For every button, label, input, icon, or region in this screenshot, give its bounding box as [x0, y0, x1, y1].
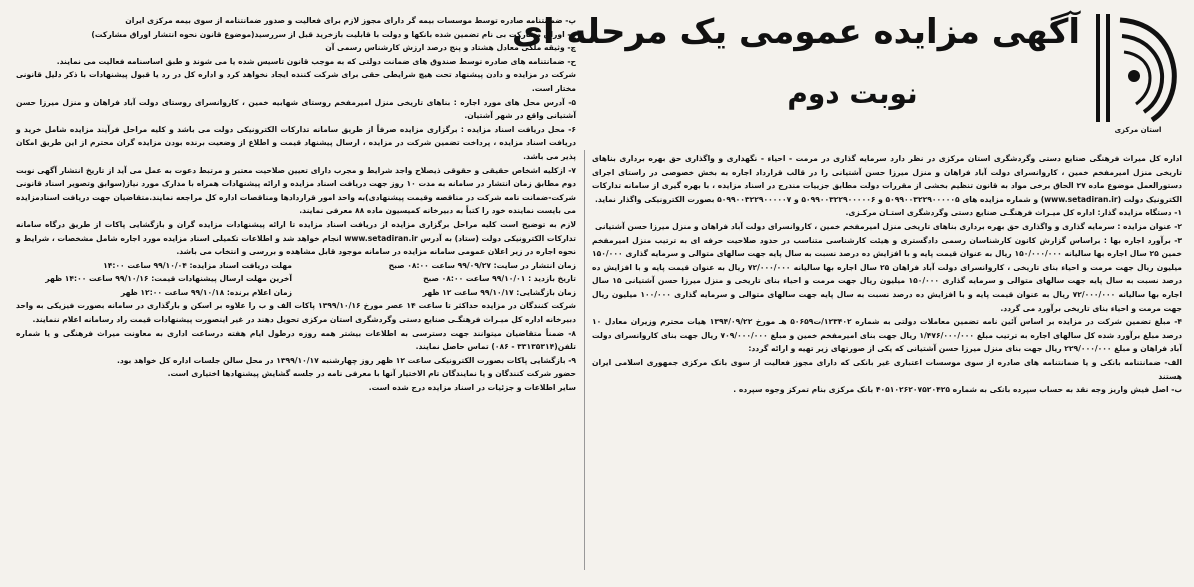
- paragraph: اداره کل میراث فرهنگی صنایع دستی وگردشگری استان مرکزی در نظر دارد سرمایه گذاری در مرمت - احیاء - نگهداری و واگذاری حق بهره برداری بناهای تاریخی منزل امیرمفخم خمین ، کاروانسرای دولت آباد فراهان و منزل میرزا حسن آشتیانی را در قالب قرارداد اجاره به بخش خصوصی در راستای اجرای دستورالعمل موضوع ماده ۲۷ الحاق برخی مواد به قانون تنظیم بخشی از مقررات دولت مطابق جزییات مندرج در اسناد مزایده ، با بهره گیری از سامانه تدارکات الکترونیک دولت (www.setadiran.ir) و شماره مزایده های ۵۰۹۹۰۰۳۲۲۹۰۰۰۰۰۵ و ۵۰۹۹۰۰۳۲۲۹۰۰۰۰۰۶ و ۵۰۹۹۰۰۳۲۲۹۰۰۰۰۰۷ بصورت الکترونیکی واگذار نماید.: [592, 154, 1182, 204]
- paragraph: ۵- آدرس محل های مورد اجاره : بناهای تاریخی منزل امیرمفخم روستای شهابیه خمین ، کاروانسرای روستای دولت آباد فراهان و منزل میرزا حسن آشتیانی واقع در شهر آشتیان.: [16, 97, 576, 121]
- schedule-item: زمان بازگشایی: ۹۹/۱۰/۱۷ ساعت ۱۲ ظهر: [422, 287, 576, 297]
- schedule-item: زمان انتشار در سایت: ۹۹/۰۹/۲۷ ساعت ۰۸:۰۰ صبح: [388, 260, 576, 270]
- page-subtitle: نوبت دوم: [787, 77, 918, 110]
- paragraph: پ- ضمانتنامه صادره توسط موسسات بیمه گر دارای مجوز لازم برای فعالیت و صدور ضمانتنامه از سوی بیمه مرکزی ایران: [125, 16, 576, 25]
- paragraph: ب- اصل فیش واریز وجه نقد به حساب سپرده بانکی به شماره ۴۰۵۱۰۲۶۲۰۷۵۲۰۴۲۵ بانک مرکزی بنام تمرکز وجوه سپرده .: [733, 385, 1182, 395]
- schedule-item: آخرین مهلت ارسال پیشنهادات قیمت: ۹۹/۱۰/۱۶ ساعت ۱۴:۰۰ ظهر: [45, 274, 292, 284]
- paragraph: ۸- ضمناً متقاضیان میتوانند جهت دسترسی به اطلاعات بیشتر همه روزه درطول ایام هفته درساعت اداری به معاونت میراث فرهنگی و یا شماره تلفن(۳۳۱۳۵۳۱۴ - ۰۸۶) تماس حاصل نمایند.: [16, 328, 576, 352]
- paragraph: چ- وثیقه ملکی معادل هشتاد و پنج درصد ارزش کارشناس رسمی آن: [325, 43, 576, 53]
- paragraph: ح- ضمانتنامه های صادره توسط صندوق های ضمانت دولتی که به موجب قانون تاسیس شده یا می شوند و طبق اساسنامه فعالیت می نمایند.: [56, 56, 576, 66]
- paragraph: حضور شرکت کنندگان و یا نمایندگان تام الاختیار آنها با معرفی نامه در جلسه گشایش پیشنهادها اختیاری است.: [167, 369, 576, 379]
- left-column: [16, 14, 576, 579]
- paragraph: لازم به توضیح است کلیه مراحل برگزاری مزایده از دریافت اسناد مزایده تا ارائه پیشنهادات مزایده گران و بازگشایی پاکات از طریق درگاه سامانه تدارکات الکترونیکی دولت (ستاد) به آدرس www.setadiran.ir انجام خواهد شد و اطلاعات تکمیلی اسناد مزایده مورد اجاره شامل مشخصات ، شرایط و نحوه اجاره در زیر اعلان عمومی سامانه مزایده در سامانه موجود قابل مشاهده و بررسی و انتخاب می باشد.: [16, 219, 576, 257]
- paragraph: شرکت کنندگان در مزایده حداکثر تا ساعت ۱۴ عصر مورخ ۱۳۹۹/۱۰/۱۶ پاکات الف و ب را علاوه بر اسکن و بارگذاری در سامانه بصورت فیزیکی به واحد دبیرخانه اداره کل میـراث فرهنگـی صنایع دستی وگردشگری استان مرکزی تحویل دهند در غیر اینصورت پیشنهادات قیمت راد رسامانه اعلام ننمایند.: [16, 301, 576, 325]
- paragraph: ۶- محل دریافت اسناد مزایده : برگزاری مزایده صرفاً از طریق سامانه تدارکات الکترونیکی دولت می باشد و کلیه مراحل فرآیند مزایده شامل خرید و دریافت اسناد مزایده ، پرداخت تضمین شرکت در مزایده ، ارسال پیشنهاد قیمت و اطلاع از وضعیت برنده بودن مزایده گران محترم از این طریق امکان پذیر می باشد.: [16, 124, 576, 161]
- organization-logo-icon: [1090, 10, 1186, 140]
- right-column: [592, 152, 1182, 572]
- paragraph: ۷- ازکلیه اشخاص حقیقی و حقوقی ذیصلاح واجد شرایط و مجرب دارای تعیین صلاحیت معتبر و مرتبط دعوت به عمل می آید از تاریخ انتشار آگهی نوبت دوم مطابق زمان انتشار در سامانه به مدت ۱۰ روز جهت دریافت اسناد مزایده و ارائه پیشنهادات همراه با مدارک مورد نیاز(سوابق وتصویر اسناد قانونی شرکت-ضمانت نامه شرکت در مناقصه وقیمت پیشنهادی)به واحد امور قراردادها ومناقصات اداره کل مراجعه نمایند.متقاضیان جهت دریافت اسنادمزایده می بایست نماینده خود را کتباً به دبیرخانه کمیسیون ماده ۸۸ معرفی نمایند.: [16, 165, 576, 216]
- paragraph: ۲- عنوان مزایده : سرمایه گذاری و واگذاری حق بهره برداری بناهای تاریخی منزل امیرمفخم خمین ، کاروانسرای دولت آباد فراهان و منزل میرزا حسن آشتیانی: [595, 221, 1182, 231]
- schedule-item: تاریخ بازدید : ۹۹/۱۰/۰۱ ساعت ۰۸:۰۰ صبح: [423, 274, 576, 284]
- column-divider: [584, 150, 585, 570]
- schedule-table: [16, 259, 576, 300]
- paragraph: الف- ضمانتنامه بانکی و یا ضمانتنامه های صادره از سوی موسسات اعتباری غیر بانکی که دارای مجوز فعالیت از سوی بانک مرکزی جمهوری اسلامی ایران هستند: [592, 357, 1182, 381]
- paragraph: ج- اوراق مشارکت بی نام تضمین شده بانکها و دولت با قابلیت بازخرید قبل از سررسید(موضوع قانون نحوه انتشار اوراق مشارکت): [91, 29, 576, 39]
- paragraph: ۳- برآورد اجاره بها : براساس گزارش کانون کارشناسان رسمی دادگستری و هیئت کارشناسی متناسب در حدود صلاحیت حرفه ای به ترتیب منزل امیرمفخم خمین ۲۵ سال اجاره بها سالیانه ۱۵۰/۰۰۰/۰۰۰ ریال به عنوان قیمت پایه و با افزایش ده درصد نسبت به سال پایه جهت سالهای متوالی و سرمایه گذاری ۱۵۰/۰۰۰ میلیون ریال جهت مرمت و احیاء بنای تاریخی ، کاروانسرای دولت آباد فراهان ۲۵ سال اجاره بها سالیانه ۷۲/۰۰۰/۰۰۰ ریال به عنوان قیمت پایه و با افزایش ده درصد نسبت به سال پایه جهت سالهای متوالی و سرمایه گذاری ۱۵۰/۰۰۰ میلیون ریال جهت مرمت و احیاء بنای تاریخی و منزل میرزا حسن آشتیانی ۱۵ سال اجاره بها سالیانه ۷۲/۰۰۰/۰۰۰ ریال به عنوان قیمت پایه و با افزایش ده درصد نسبت به سال پایه جهت سالهای متوالی و سرمایه گذاری ۱۰۰/۰۰۰ میلیون ریال جهت مرمت و احیاء بنای تاریخی برآورد می گردد.: [592, 235, 1182, 313]
- page-title: آگهی مزایده عمومی یک مرحله ای: [511, 12, 1080, 52]
- paragraph: ۱- دستگاه مزایده گذار: اداره کل میـراث فرهنگـی صنایع دستی وگردشگری استـان مرکـزی.: [845, 208, 1182, 218]
- paragraph: ۹- بازگشایی پاکات بصورت الکترونیکی ساعت ۱۲ ظهر روز چهارشنبه ۱۳۹۹/۱۰/۱۷ در محل سالن جلسات اداره کل خواهد بود.: [116, 355, 576, 365]
- paragraph: سایر اطلاعات و جزئیات در اسناد مزایده درج شده است.: [368, 383, 576, 393]
- schedule-item: زمان اعلام برنده: ۹۹/۱۰/۱۸ ساعت ۱۲:۰۰ ظهر: [120, 287, 292, 297]
- paragraph: ۴- مبلغ تضمین شرکت در مزایده بر اساس آئین نامه تضمین معاملات دولتی به شماره ۱۲۳۴۰۲/ت۵۰۶۵۹ هـ مورخ ۱۳۹۴/۰۹/۲۲ هیات محترم وزیران معادل ۱۰ درصد مبلغ برآورد شده کل سالهای اجاره به ترتیب مبلغ ۱/۴۷۶/۰۰۰/۰۰۰ ریال جهت بنای امیرمفخم خمین و مبلغ ۷۰۹/۰۰۰/۰۰۰ ریال جهت بنای کاروانسرای دولت آباد فراهان و مبلغ ۲۲۹/۰۰۰/۰۰۰ ریال جهت بنای منزل میرزا حسن آشتیانی که یکی از صورتهای زیر تهیه و ارائه گردد:: [592, 317, 1182, 354]
- logo-caption: استان مرکزی: [1114, 126, 1162, 134]
- paragraph: شرکت در مزایده و دادن پیشنهاد تحت هیچ شرایطی حقی برای شرکت کننده ایجاد نخواهد کرد و اداره کل در رد یا قبول پیشنهادات با ذکر دلیل قانونی مختار است.: [16, 70, 576, 93]
- schedule-item: مهلت دریافت اسناد مزایده: ۹۹/۱۰/۰۴ ساعت ۱۴:۰۰: [103, 260, 292, 270]
